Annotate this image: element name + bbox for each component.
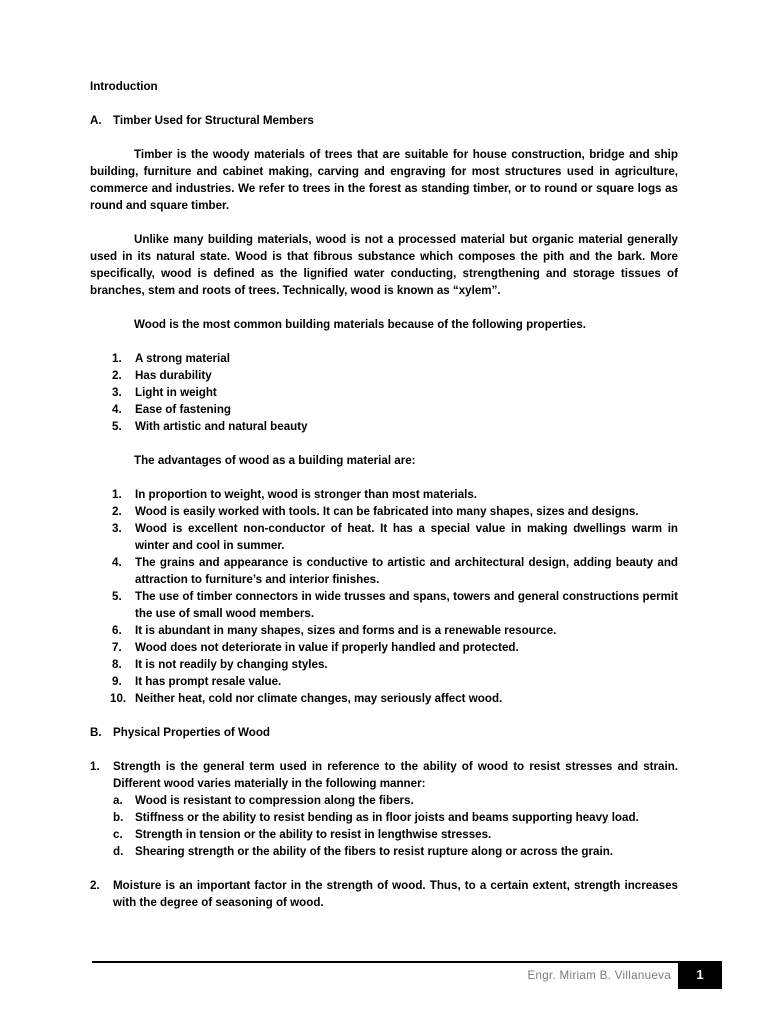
sub-list-item-letter: a.	[113, 794, 123, 807]
list-item-text: Ease of fastening	[135, 403, 231, 416]
sub-list-item-text: Stiffness or the ability to resist bending as in floor joists and beams supporting heavy load.	[135, 811, 639, 824]
list-item	[90, 350, 678, 367]
sub-list-item-text: Shearing strength or the ability of the fibers to resist rupture along or across the grain.	[135, 845, 613, 858]
list-item-text: Wood is easily worked with tools. It can be fabricated into many shapes, sizes and designs.	[135, 505, 639, 518]
list-item-number: 1.	[112, 352, 122, 365]
list-item-number: 1.	[90, 760, 100, 773]
paragraph-advantages-intro: The advantages of wood as a building material are:	[134, 454, 416, 467]
list-item	[90, 384, 678, 401]
list-item-number: 3.	[112, 386, 122, 399]
page-title: Introduction	[90, 80, 158, 93]
list-item-text: Strength is the general term used in reference to the ability of wood to resist stresses and strain. Different wood varies materially in the following manner:	[113, 760, 678, 790]
sub-list-item-text: Wood is resistant to compression along the fibers.	[135, 794, 414, 807]
list-item-number: 6.	[112, 624, 122, 637]
section-a-heading	[90, 112, 678, 129]
sub-list-item	[113, 843, 678, 860]
list-item-text: The use of timber connectors in wide trusses and spans, towers and general constructions permit the use of small wood members.	[135, 590, 678, 620]
list-item-text: In proportion to weight, wood is stronger than most materials.	[135, 488, 478, 501]
document-page	[90, 78, 678, 928]
list-item-text: Wood does not deteriorate in value if properly handled and protected.	[135, 641, 519, 654]
list-item	[90, 673, 678, 690]
list-item-number: 2.	[112, 369, 122, 382]
sub-list-item-letter: b.	[113, 811, 124, 824]
list-item	[90, 622, 678, 639]
list-item-number: 8.	[112, 658, 122, 671]
list-item-number: 4.	[112, 403, 122, 416]
list-item-text: Wood is excellent non-conductor of heat. It has a special value in making dwellings warm in winter and cool in summer.	[135, 522, 678, 552]
list-item	[90, 554, 678, 588]
list-item	[90, 520, 678, 554]
sub-list-item	[113, 826, 678, 843]
list-item-text: Has durability	[135, 369, 212, 382]
section-b-letter: B.	[90, 726, 102, 739]
list-item	[90, 690, 678, 707]
list-item-text: Light in weight	[135, 386, 217, 399]
list-item	[90, 503, 678, 520]
list-item-text: A strong material	[135, 352, 230, 365]
paragraph-wood: Unlike many building materials, wood is not a processed material but organic material generally used in its natural state. Wood is that fibrous substance which composes the pith and the bark. More specifically, wood is defined as the lignified water conducting, strengthening and storage tissues of branches, stem and roots of trees. Technically, wood is known as “xylem”.	[90, 233, 678, 297]
sub-list-item	[113, 792, 678, 809]
list-item-text: Neither heat, cold nor climate changes, may seriously affect wood.	[135, 692, 503, 705]
list-item-number: 3.	[112, 522, 122, 535]
physical-properties-list	[90, 758, 678, 911]
list-item-number: 10.	[110, 692, 127, 705]
list-item	[90, 367, 678, 384]
list-item-number: 7.	[112, 641, 122, 654]
list-item	[90, 639, 678, 656]
list-item-text: With artistic and natural beauty	[135, 420, 308, 433]
list-item-text: It is abundant in many shapes, sizes and forms and is a renewable resource.	[135, 624, 557, 637]
list-item-number: 4.	[112, 556, 122, 569]
list-item-number: 5.	[112, 420, 122, 433]
advantages-list	[90, 486, 678, 707]
list-item-text: The grains and appearance is conductive to artistic and architectural design, adding beauty and attraction to furniture’s and interior finishes.	[135, 556, 678, 586]
footer-author: Engr. Miriam B. Villanueva	[527, 969, 671, 982]
list-item	[90, 758, 678, 860]
list-item	[90, 656, 678, 673]
list-item-text: It is not readily by changing styles.	[135, 658, 328, 671]
page-number: 1	[678, 961, 722, 989]
paragraph-timber: Timber is the woody materials of trees that are suitable for house construction, bridge and ship building, furniture and cabinet making, carving and engraving for most structures used in agriculture, commerce and industries. We refer to trees in the forest as standing timber, or to round or square logs as round and square timber.	[90, 148, 678, 212]
properties-list	[90, 350, 678, 435]
list-item-text: Moisture is an important factor in the strength of wood. Thus, to a certain extent, strength increases with the degree of seasoning of wood.	[113, 879, 678, 909]
list-item-text: It has prompt resale value.	[135, 675, 282, 688]
sub-list-item-text: Strength in tension or the ability to resist in lengthwise stresses.	[135, 828, 492, 841]
list-item-number: 1.	[112, 488, 122, 501]
sub-list	[113, 792, 678, 860]
list-item	[90, 486, 678, 503]
sub-list-item-letter: c.	[113, 828, 123, 841]
footer-divider	[92, 961, 722, 963]
list-item-number: 9.	[112, 675, 122, 688]
list-item	[90, 588, 678, 622]
section-b-title: Physical Properties of Wood	[113, 726, 270, 739]
paragraph-properties-intro: Wood is the most common building materials because of the following properties.	[134, 318, 586, 331]
list-item-number: 2.	[90, 879, 100, 892]
list-item	[90, 418, 678, 435]
sub-list-item	[113, 809, 678, 826]
list-item-number: 2.	[112, 505, 122, 518]
list-item-number: 5.	[112, 590, 122, 603]
list-item	[90, 877, 678, 911]
section-a-title: Timber Used for Structural Members	[113, 114, 314, 127]
section-b-heading	[90, 724, 678, 741]
sub-list-item-letter: d.	[113, 845, 124, 858]
list-item	[90, 401, 678, 418]
section-a-letter: A.	[90, 114, 102, 127]
